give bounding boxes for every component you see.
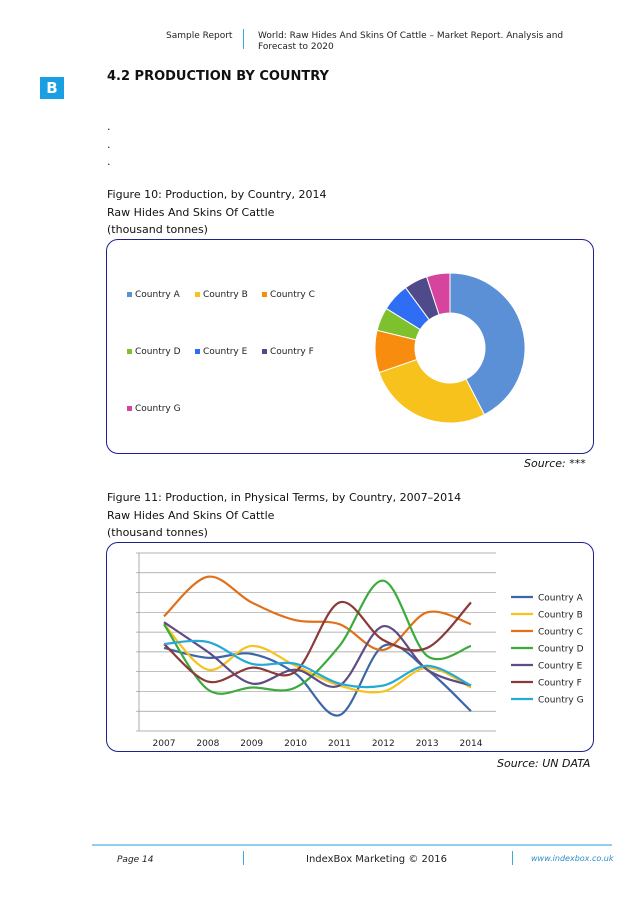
ellipsis-dot: .: [107, 138, 111, 151]
figure10-caption: Figure 10: Production, by Country, 2014: [107, 188, 327, 201]
legend-label: Country G: [135, 404, 181, 414]
legend-label: Country F: [270, 347, 314, 357]
x-tick-label: 2014: [459, 739, 483, 749]
footer-divider: [512, 851, 513, 865]
footer-website-link[interactable]: www.indexbox.co.uk: [531, 854, 614, 863]
legend-label: Country C: [270, 290, 315, 300]
figure10-chart-panel: [106, 239, 594, 454]
x-tick-label: 2010: [284, 739, 308, 749]
ellipsis-dot: .: [107, 120, 111, 133]
legend-label-country-e: Country E: [538, 661, 583, 672]
x-tick-label: 2012: [371, 739, 395, 749]
footer-rule: [92, 844, 612, 846]
figure10-source: Source: ***: [524, 457, 586, 470]
legend-label: Country E: [203, 347, 248, 357]
figure11-source: Source: UN DATA: [497, 757, 591, 770]
footer-company: IndexBox Marketing © 2016: [306, 854, 447, 865]
legend-label-country-d: Country D: [538, 644, 584, 655]
ellipsis-dot: .: [107, 155, 111, 168]
brand-logo: B: [40, 77, 64, 99]
legend-label-country-g: Country G: [538, 695, 584, 706]
legend-label: Country A: [135, 290, 180, 300]
legend-label: Country D: [135, 347, 181, 357]
legend-label: Country B: [203, 290, 248, 300]
figure11-unit: (thousand tonnes): [107, 526, 208, 539]
legend-label-country-a: Country A: [538, 593, 583, 604]
series-line-country-c: [164, 577, 471, 650]
header-report-title: World: Raw Hides And Skins Of Cattle – Market Report. Analysis and Forecast to 2020: [258, 31, 564, 52]
figure11-caption: Figure 11: Production, in Physical Terms, by Country, 2007–2014: [107, 491, 462, 504]
header-divider: [243, 29, 244, 49]
legend-label-country-b: Country B: [538, 610, 583, 621]
x-tick-label: 2007: [152, 739, 176, 749]
footer-divider: [243, 851, 244, 865]
figure11-chart-panel: [106, 542, 594, 752]
x-tick-label: 2009: [240, 739, 264, 749]
donut-chart: [107, 240, 593, 453]
figure10-unit: (thousand tonnes): [107, 223, 208, 236]
footer-page-number: Page 14: [117, 855, 154, 865]
figure10-subtitle: Raw Hides And Skins Of Cattle: [107, 206, 275, 219]
line-chart: [107, 543, 593, 751]
legend-label-country-f: Country F: [538, 678, 582, 689]
figure11-subtitle: Raw Hides And Skins Of Cattle: [107, 509, 275, 522]
x-tick-label: 2008: [196, 739, 220, 749]
header-report-label: Sample Report: [166, 31, 233, 41]
donut-slice-country-b: [379, 359, 484, 423]
legend-label-country-c: Country C: [538, 627, 583, 638]
x-tick-label: 2011: [327, 739, 351, 749]
x-tick-label: 2013: [415, 739, 439, 749]
section-title: 4.2 PRODUCTION BY COUNTRY: [107, 69, 329, 84]
